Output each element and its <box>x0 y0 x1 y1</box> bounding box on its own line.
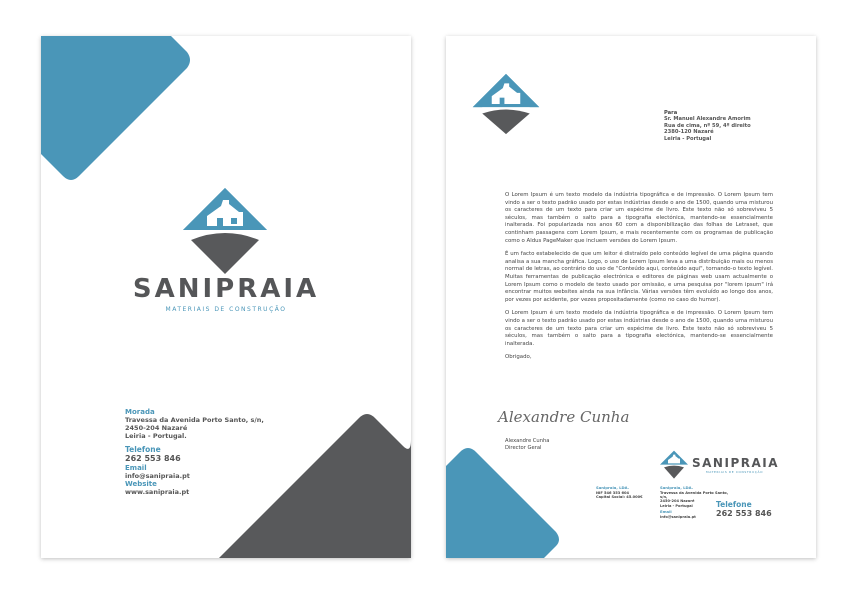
footer-address-details: Travessa da Avenida Porto Santo, s/n, 2450-204 Nazaré Leiria - Portugal <box>660 490 729 508</box>
phone-value: 262 553 846 <box>125 454 181 463</box>
cover-contact-block <box>125 408 325 496</box>
email-value: info@sanipraia.pt <box>125 472 190 480</box>
body-paragraph: O Lorem Ipsum é um texto modelo da indústria tipográfica e de impressão. O Lorem Ipsum tem vindo a ser o texto padrão usado por estas indústrias desde o ano de 1500, quando uma misturou os caracteres de um texto para criar um espécime de livro. Este texto não só sobreviveu 5 séculos, mas também o salto para a tipografia electónica, mantendo-se essencialmente inalterada. Foi popularizada nos anos 60 com a disponibilização das folhas de Letraset, que continham passagens com Lorem Ipsum, e mais recentemente com os programas de publicação como o Aldus PageMaker que incluem versões do Lorem Ipsum. <box>505 192 773 244</box>
footer-email-label: Email <box>660 509 672 515</box>
footer-company-label: Sanipraia, LDA. <box>596 485 630 490</box>
letter-sheet <box>446 36 816 558</box>
signature: Alexandre Cunha <box>498 408 630 426</box>
letterhead-cover-sheet <box>41 36 411 558</box>
footer-company-block <box>596 486 654 499</box>
letter-body <box>505 192 773 368</box>
recipient-address: Sr. Manuel Alexandre Amorim Rua de cima, nº 59, 4º direito 2380-120 Nazaré Leiria - Portugal <box>664 116 751 142</box>
footer-brand-name: SANIPRAIA <box>692 456 780 470</box>
cover-tagline: MATERIAIS DE CONSTRUÇÃO <box>165 306 287 313</box>
footer-phone-label: Telefone <box>716 500 752 509</box>
footer-phone-value: 262 553 846 <box>716 509 772 518</box>
footer-email-value: info@sanipraia.pt <box>660 514 696 519</box>
website-value: www.sanipraia.pt <box>125 488 190 496</box>
email-label: Email <box>125 464 147 472</box>
cover-brand-name: SANIPRAIA <box>132 274 320 304</box>
body-paragraph: O Lorem Ipsum é um texto modelo da indústria tipográfica e de impressão. O Lorem Ipsum tem vindo a ser o texto padrão usado por estas indústrias desde o ano de 1500, quando uma misturou os caracteres de um texto para criar um espécime de livro. Este texto não só sobreviveu 5 séculos, mas também o salto para a tipografia electónica, mantendo-se essencialmente inalterada. <box>505 310 773 347</box>
house-diamond-logo-icon <box>658 450 690 480</box>
address-value: Travessa da Avenida Porto Santo, s/n, 2450-204 Nazaré Leiria - Portugal. <box>125 416 264 440</box>
phone-label: Telefone <box>125 445 161 454</box>
house-diamond-logo-icon <box>177 186 273 282</box>
footer-address-label: Sanipraia, LDA. <box>660 485 694 490</box>
footer-company-details: NIF 546 353 604 Capital Social: 45.000€ <box>596 490 643 499</box>
website-label: Website <box>125 480 157 488</box>
blue-corner-shape <box>41 36 190 180</box>
recipient-label: Para <box>664 110 678 116</box>
signer-title: Director Geral <box>505 445 542 451</box>
address-label: Morada <box>125 408 155 416</box>
footer-phone-block <box>716 501 806 519</box>
body-paragraph: É um facto estabelecido de que um leitor é distraído pelo conteúdo legível de uma página quando analisa a sua mancha gráfica. Logo, o uso de Lorem Ipsum leva a uma distribuição mais ou menos normal de letras, ao contrário do uso de "Conteúdo aqui, conteúdo aqui", tornando-o texto legível. Muitas ferramentas de publicação electrónica e editores de páginas web usam actualmente o Lorem Ipsum como o modelo de texto usado por omissão, e uma pesquisa por "lorem ipsum" irá encontrar muitos websites ainda na sua infância. Várias versões têm evoluído ao longo dos anos, por vezes por acidente, por vezes propositadamente (como no caso do humor). <box>505 251 773 303</box>
recipient-block <box>664 110 804 142</box>
closing: Obrigado, <box>505 354 532 361</box>
blue-bottom-corner-shape <box>446 448 559 558</box>
signer-name: Alexandre Cunha <box>505 438 550 444</box>
footer-tagline: MATERIAIS DE CONSTRUÇÃO <box>706 470 764 474</box>
house-diamond-logo-icon <box>468 72 544 136</box>
